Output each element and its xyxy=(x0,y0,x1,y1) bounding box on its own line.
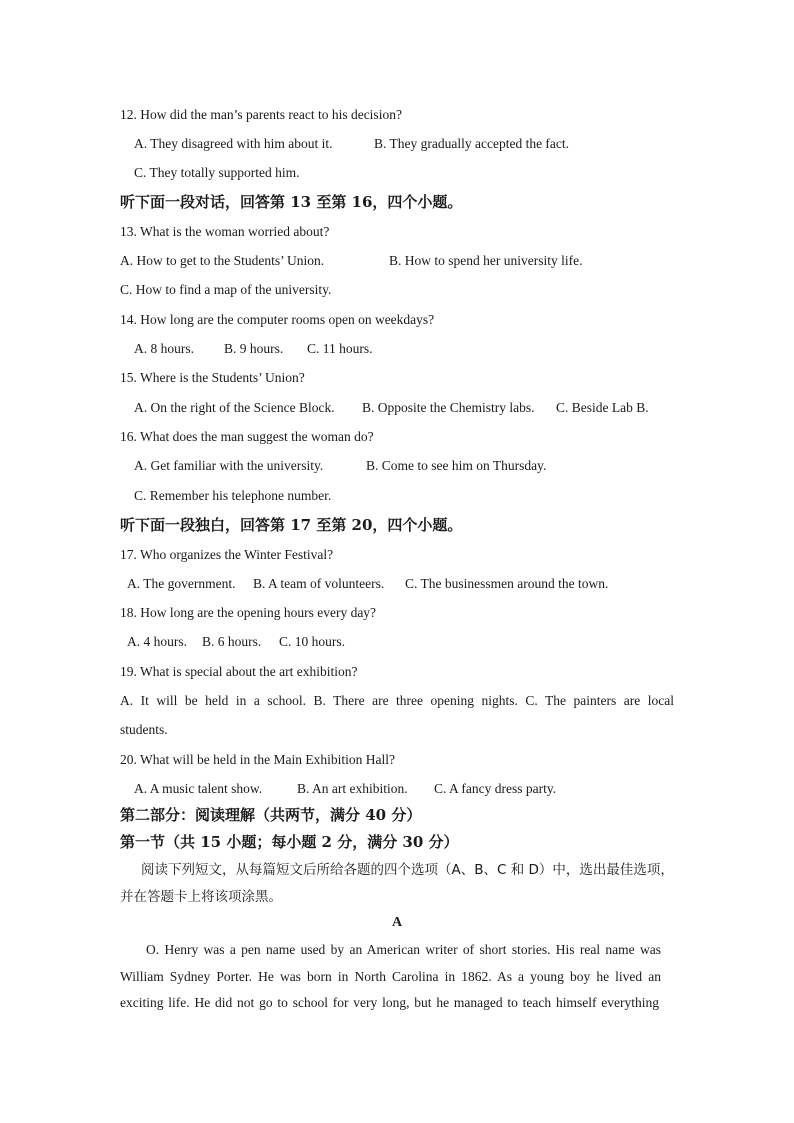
question-13-option-a: A. How to get to the Students’ Union. xyxy=(120,253,325,268)
section-heading-17-20: 听下面一段独白，回答第 17 至第 20，四个小题。 xyxy=(120,516,463,534)
question-18-option-b: B. 6 hours. xyxy=(202,634,262,649)
question-12-stem: 12. How did the man’s parents react to his decision? xyxy=(120,107,402,122)
question-15-stem: 15. Where is the Students’ Union? xyxy=(120,370,305,385)
question-15-option-a: A. On the right of the Science Block. xyxy=(134,400,335,415)
passage-line-3: exciting life. He did not go to school for very long, but he managed to teach himself everything xyxy=(120,995,659,1010)
question-16-option-b: B. Come to see him on Thursday. xyxy=(366,458,547,473)
question-16-stem: 16. What does the man suggest the woman do? xyxy=(120,429,374,444)
question-20-option-a: A. A music talent show. xyxy=(134,781,263,796)
question-12-option-a: A. They disagreed with him about it. xyxy=(134,136,333,151)
instructions-line-1: 阅读下列短文，从每篇短文后所给各题的四个选项（A、B、C 和 D）中，选出最佳选项， xyxy=(141,862,674,878)
question-19-options-line-2: students. xyxy=(120,722,168,737)
question-20-option-b: B. An art exhibition. xyxy=(297,781,408,796)
question-18-option-c: C. 10 hours. xyxy=(279,634,346,649)
question-19-options-line-1: A. It will be held in a school. B. There are three opening nights. C. The painters are local xyxy=(120,693,674,708)
question-13-stem: 13. What is the woman worried about? xyxy=(120,224,330,239)
question-14-option-a: A. 8 hours. xyxy=(134,341,194,356)
question-20-option-c: C. A fancy dress party. xyxy=(434,781,557,796)
question-15-option-c: C. Beside Lab B. xyxy=(556,400,649,415)
section-heading-13-16: 听下面一段对话，回答第 13 至第 16，四个小题。 xyxy=(120,193,463,211)
passage-line-2: William Sydney Porter. He was born in North Carolina in 1862. As a young boy he lived an xyxy=(120,969,661,984)
question-15-option-b: B. Opposite the Chemistry labs. xyxy=(362,400,535,415)
passage-label: A xyxy=(391,915,403,930)
part-2-heading: 第二部分：阅读理解（共两节，满分 40 分） xyxy=(120,806,422,824)
question-17-option-b: B. A team of volunteers. xyxy=(253,576,385,591)
question-14-stem: 14. How long are the computer rooms open on weekdays? xyxy=(120,312,435,327)
section-1-heading: 第一节（共 15 小题；每小题 2 分，满分 30 分） xyxy=(120,833,459,851)
question-19-stem: 19. What is special about the art exhibition? xyxy=(120,664,358,679)
question-13-option-c: C. How to find a map of the university. xyxy=(120,282,332,297)
question-17-option-c: C. The businessmen around the town. xyxy=(405,576,609,591)
question-18-stem: 18. How long are the opening hours every day? xyxy=(120,605,377,620)
question-18-option-a: A. 4 hours. xyxy=(127,634,187,649)
question-17-stem: 17. Who organizes the Winter Festival? xyxy=(120,547,334,562)
passage-line-1: O. Henry was a pen name used by an American writer of short stories. His real name was xyxy=(146,942,661,957)
question-20-stem: 20. What will be held in the Main Exhibition Hall? xyxy=(120,752,395,767)
question-17-option-a: A. The government. xyxy=(127,576,236,591)
question-14-option-b: B. 9 hours. xyxy=(224,341,284,356)
instructions-line-2: 并在答题卡上将该项涂黑。 xyxy=(120,889,282,905)
question-14-option-c: C. 11 hours. xyxy=(307,341,373,356)
question-16-option-c: C. Remember his telephone number. xyxy=(134,488,332,503)
question-13-option-b: B. How to spend her university life. xyxy=(389,253,583,268)
question-12-option-c: C. They totally supported him. xyxy=(134,165,300,180)
question-12-option-b: B. They gradually accepted the fact. xyxy=(374,136,570,151)
question-16-option-a: A. Get familiar with the university. xyxy=(134,458,324,473)
